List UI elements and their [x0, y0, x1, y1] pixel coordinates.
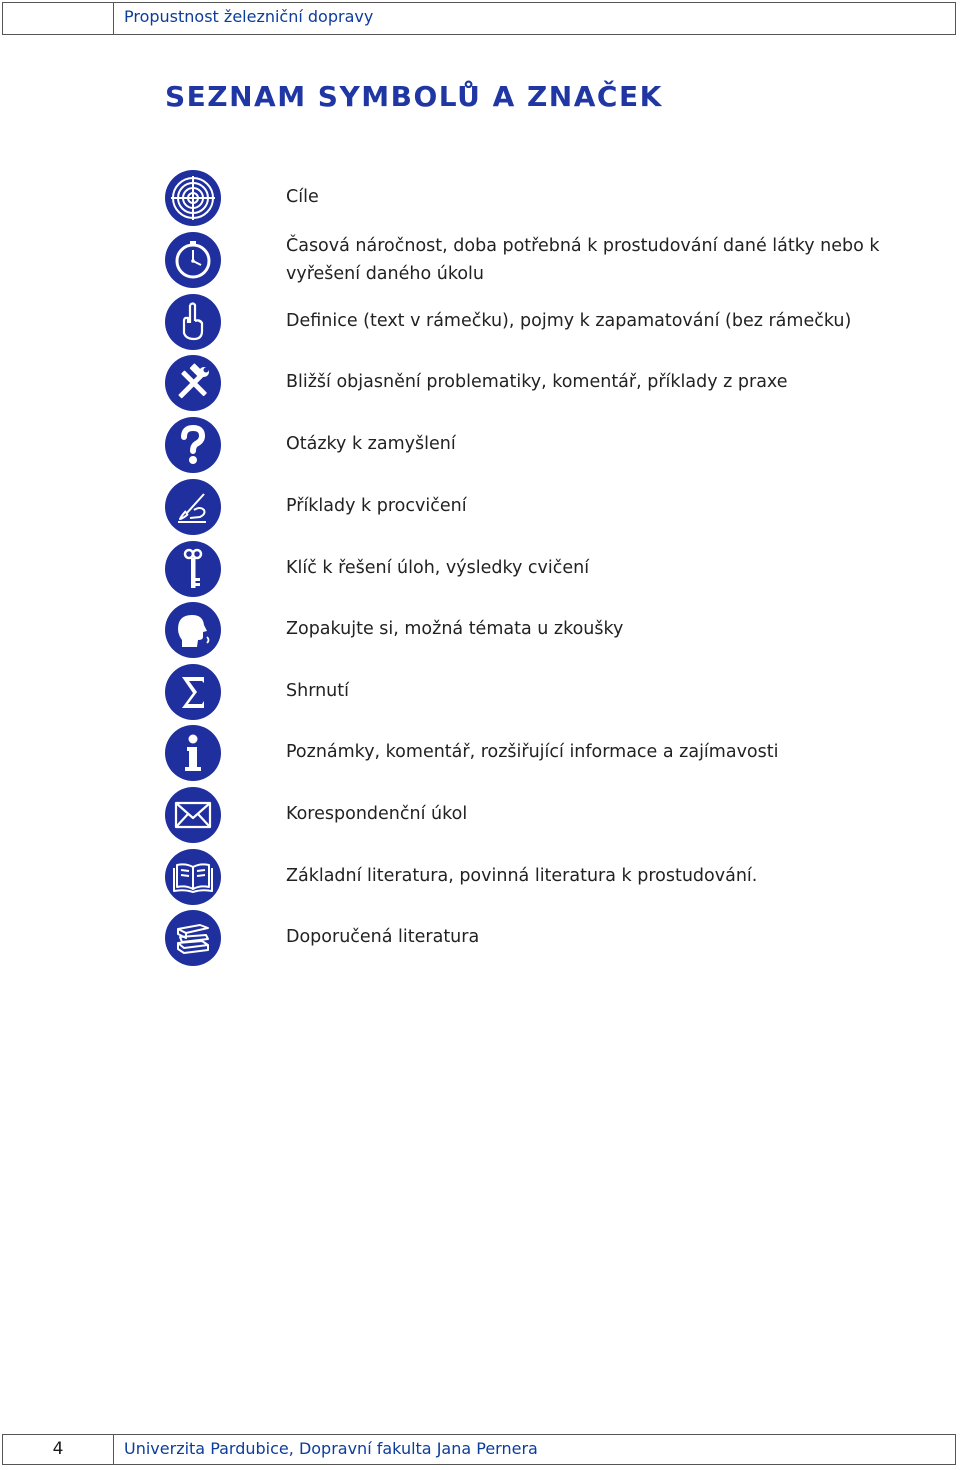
symbol-item-questions [165, 417, 945, 473]
page-footer [2, 1434, 956, 1465]
footer-institution: Univerzita Pardubice, Dopravní fakulta Jana Pernera [124, 1439, 538, 1458]
symbol-item-definition [165, 294, 945, 350]
symbol-item-notes [165, 725, 945, 781]
symbol-item-key [165, 541, 945, 597]
books-stack-icon [165, 910, 221, 966]
info-icon [165, 725, 221, 781]
pointing-hand-icon [165, 294, 221, 350]
open-book-icon [165, 849, 221, 905]
envelope-icon [165, 787, 221, 843]
sigma-icon [165, 664, 221, 720]
page-header [2, 2, 956, 35]
symbol-item-basic-literature [165, 849, 945, 905]
symbol-item-time [165, 232, 945, 288]
symbol-description: Shrnutí [286, 681, 349, 701]
symbol-description: Zopakujte si, možná témata u zkoušky [286, 619, 624, 639]
symbol-description: Doporučená literatura [286, 927, 480, 947]
header-left-cell [3, 3, 114, 34]
question-mark-icon [165, 417, 221, 473]
speaking-head-icon [165, 602, 221, 658]
symbol-description: Základní literatura, povinná literatura k prostudování. [286, 866, 758, 886]
symbol-item-summary [165, 664, 945, 720]
symbol-item-correspondence [165, 787, 945, 843]
symbol-item-review [165, 602, 945, 658]
symbol-description: Otázky k zamyšlení [286, 434, 456, 454]
symbol-description: Příklady k procvičení [286, 496, 467, 516]
symbol-description: Poznámky, komentář, rozšiřující informace a zajímavosti [286, 742, 779, 762]
symbol-item-goals [165, 170, 945, 226]
page-title: SEZNAM SYMBOLŮ A ZNAČEK [165, 80, 663, 113]
symbol-description: Korespondenční úkol [286, 804, 468, 824]
symbol-item-explanation [165, 355, 945, 411]
symbol-description: Klíč k řešení úloh, výsledky cvičení [286, 558, 590, 578]
target-icon [165, 170, 221, 226]
writing-hand-icon [165, 479, 221, 535]
symbol-description: Cíle [286, 187, 319, 207]
header-title: Propustnost železniční dopravy [124, 7, 374, 26]
symbol-item-exercises [165, 479, 945, 535]
symbol-description: Bližší objasnění problematiky, komentář, příklady z praxe [286, 372, 788, 392]
symbol-description: Časová náročnost, doba potřebná k prostudování dané látky nebo k vyřešení daného úkolu [286, 236, 880, 284]
tools-icon [165, 355, 221, 411]
clock-icon [165, 232, 221, 288]
symbol-item-recommended-literature [165, 910, 945, 966]
key-icon [165, 541, 221, 597]
page-number: 4 [3, 1435, 114, 1464]
symbol-description: Definice (text v rámečku), pojmy k zapamatování (bez rámečku) [286, 311, 852, 331]
